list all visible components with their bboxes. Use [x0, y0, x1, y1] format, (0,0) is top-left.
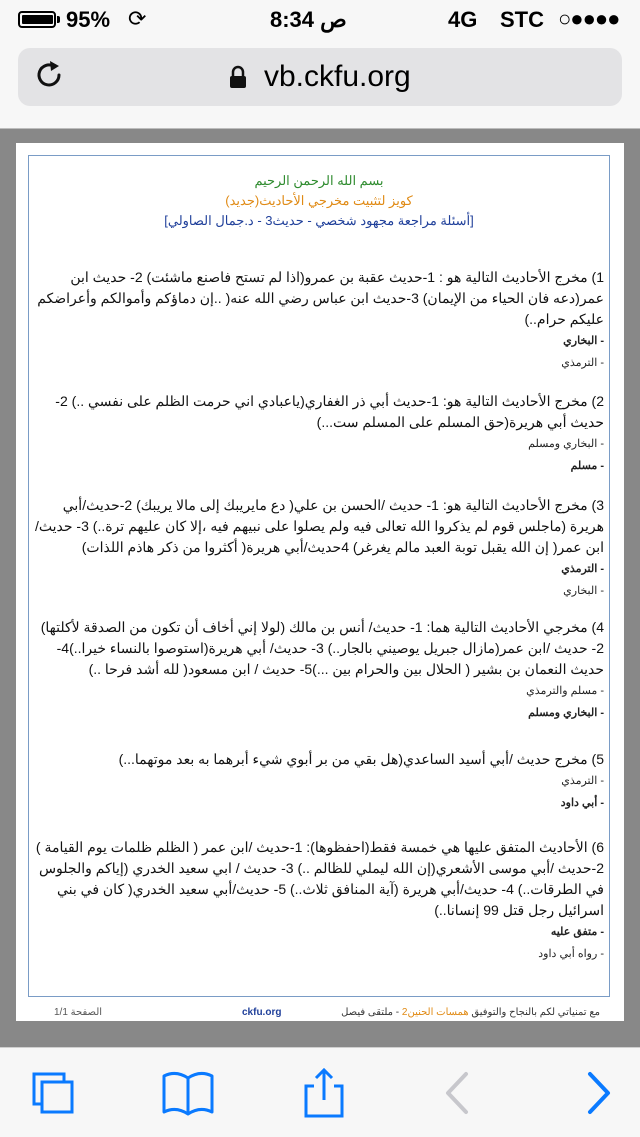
- share-icon[interactable]: [296, 1068, 352, 1118]
- status-time: 8:34 ص: [270, 7, 347, 32]
- document-viewer[interactable]: [0, 129, 640, 1047]
- question-block: [34, 391, 604, 477]
- address-bar[interactable]: [18, 48, 622, 106]
- document-page: [16, 143, 624, 1021]
- answer-option: - متفق عليه: [550, 926, 604, 938]
- network-type: 4G: [448, 7, 478, 32]
- reload-icon[interactable]: [32, 58, 66, 92]
- question-block: [34, 749, 604, 814]
- answer-option: - الترمذي: [561, 775, 604, 787]
- footer-site: ckfu.org: [242, 1007, 282, 1018]
- footer-credit: مع تمنياتي لكم بالنجاح والتوفيق همسات الحنين2 - ملتقى فيصل: [341, 1007, 600, 1018]
- question-text: 4) مخرجي الأحاديث التالية هما: 1- حديث/ أنس بن مالك (لولا إني أخاف أن تكون من الصدقة لأكلتها) 2- حديث /ابن عمر(مازال جبريل يوصيني بالجار..) 3- حديث/ أبي هريرة(استوصوا بالنساء خيرا..)4-حديث النعمان بن بشير ( الحلال بين والحرام بين ...)5- حديث / ابن مسعود( لله أشد فرحا ..): [40, 619, 604, 677]
- page-number: الصفحة 1/1: [54, 1007, 103, 1018]
- answer-option: - الترمذي: [561, 563, 604, 575]
- question-text: 1) مخرج الأحاديث التالية هو : 1-حديث عقبة بن عمرو(اذا لم تستح فاصنع ماشئت) 2- حديث ابن عمر(دعه فان الحياء من الإيمان) 3-حديث ابن عباس رضي الله عنه( ..إن دماؤكم وأموالكم وأعراضكم عليكم حرام..): [37, 269, 604, 327]
- status-bar: [0, 0, 640, 40]
- question-block: [34, 267, 604, 374]
- question-text: 6) الأحاديث المتفق عليها هي خمسة فقط(احفظوها): 1-حديث /ابن عمر ( الظلم ظلمات يوم القيامة ) 2-حديث /أبي موسى الأشعري(إن الله ليملي للظالم ..) 3- حديث / ابي سعيد الخدري (إياكم والجلوس في الطرقات..) 4- حديث/أبي هريرة (آية المنافق ثلاث..) 5- حديث/أبي سعيد الخدري( كان في بني اسرائيل رجل قتل 99 إنسانا..): [35, 839, 604, 918]
- back-icon[interactable]: [430, 1068, 486, 1118]
- answer-option: - البخاري: [563, 585, 604, 597]
- forward-icon[interactable]: [570, 1068, 626, 1118]
- answer-option: - رواه أبي داود: [538, 948, 604, 960]
- url-text[interactable]: vb.ckfu.org: [264, 60, 411, 93]
- answer-option: - البخاري ومسلم: [528, 707, 604, 719]
- question-text: 2) مخرج الأحاديث التالية هو: 1-حديث أبي ذر الغفاري(ياعبادي اني حرمت الظلم على نفسي ..) 2- حديث أبي هريرة(حق المسلم على المسلم ست...): [55, 393, 604, 430]
- rotation-lock-icon: ⟳: [128, 6, 147, 31]
- battery-icon: [18, 11, 56, 28]
- question-block: [34, 495, 604, 602]
- document-subtitle: [أسئلة مراجعة مجهود شخصي - حديث3 - د.جمال الصاولي]: [164, 213, 474, 228]
- answer-option: - البخاري: [563, 335, 604, 347]
- answer-option: - مسلم والترمذي: [526, 685, 604, 697]
- lock-icon: [228, 65, 248, 89]
- question-text: 3) مخرج الأحاديث التالية هو: 1- حديث /الحسن بن علي( دع مايريبك إلى مالا يريبك) 2-حديث/أبي هريرة (ماجلس قوم لم يذكروا الله تعالى فيه ولم يصلوا على نبيهم فيه ،إلا كان عليهم ترة..) 3- حديث/ ابن عمر( إن الله يقبل توبة العبد مالم يغرغر) 4حديث/أبي هريرة( أكثروا من ذكر هاذم اللذات): [35, 497, 604, 555]
- page-footer: [28, 1007, 610, 1025]
- answer-option: - مسلم: [570, 460, 604, 472]
- signal-strength: ○●●●●: [558, 6, 620, 31]
- basmala: بسم الله الرحمن الرحيم: [254, 173, 384, 188]
- carrier-name: STC: [500, 7, 544, 32]
- document-title: كويز لتثبيت مخرجي الأحاديث(جديد): [225, 193, 413, 208]
- battery-percent: 95%: [66, 7, 111, 32]
- answer-option: - البخاري ومسلم: [528, 438, 604, 450]
- answer-option: - أبي داود: [560, 797, 604, 809]
- question-block: [34, 617, 604, 724]
- answer-option: - الترمذي: [561, 357, 604, 369]
- browser-toolbar: [0, 1047, 640, 1137]
- question-text: 5) مخرج حديث /أبي أسيد الساعدي(هل بقي من بر أبوي شيء أبرهما به بعد موتهما...): [118, 751, 604, 767]
- bookmarks-icon[interactable]: [160, 1068, 216, 1118]
- question-block: [34, 837, 604, 965]
- tabs-icon[interactable]: [28, 1068, 84, 1118]
